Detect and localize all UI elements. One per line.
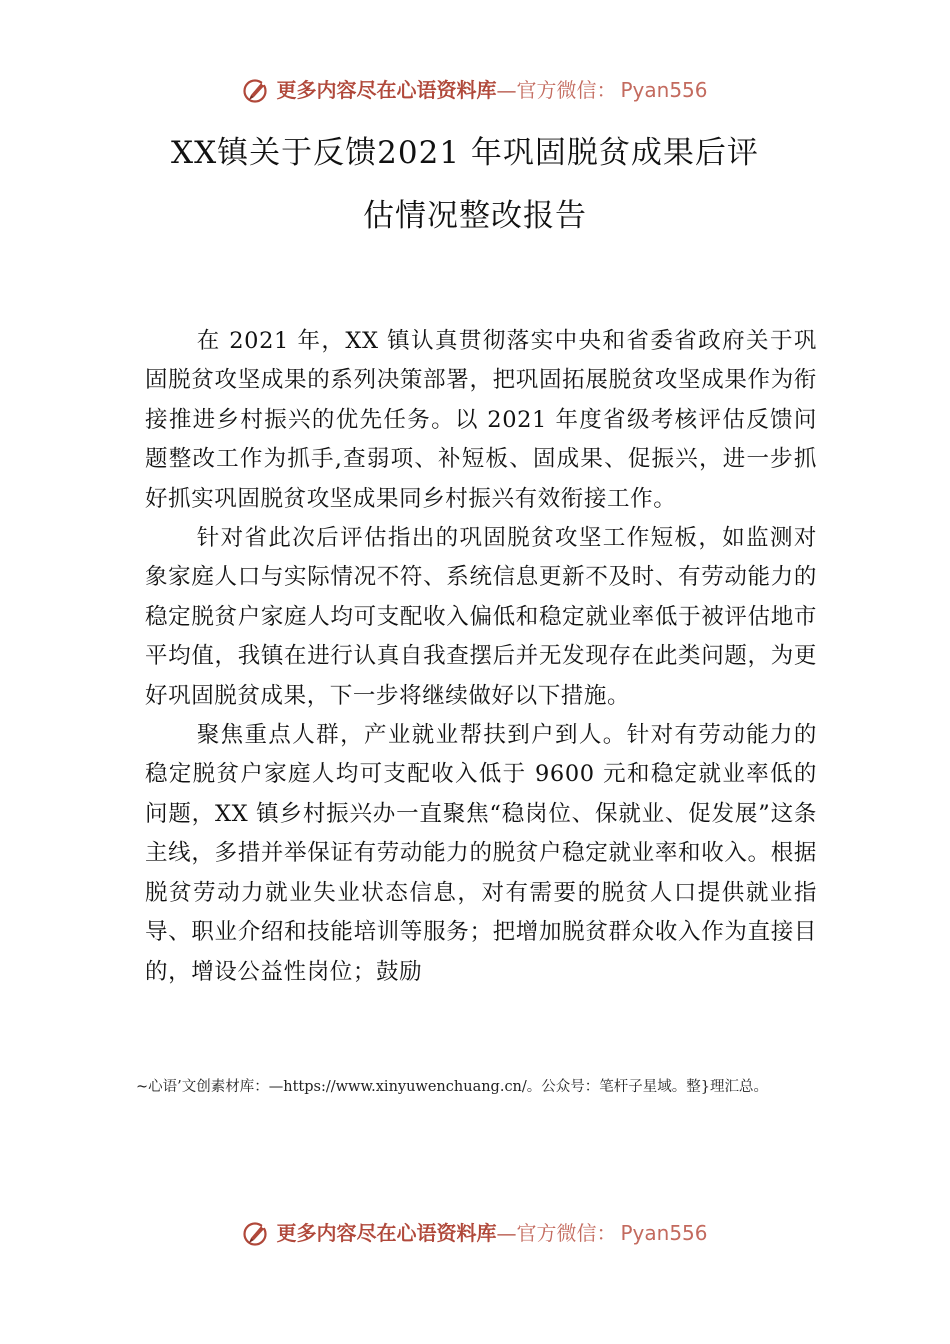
- banner-main-text: 更多内容尽在心语资料库: [276, 78, 497, 102]
- body-paragraph-2: 针对省此次后评估指出的巩固脱贫攻坚工作短板，如监测对象家庭人口与实际情况不符、系统信息更新不及时、有劳动能力的稳定脱贫户家庭人均可支配收入偏低和稳定就业率低于被评估地市平均值，我镇在进行认真自我查摆后并无发现存在此类问题，为更好巩固脱贫成果，下一步将继续做好以下措施。: [145, 525, 817, 709]
- body-paragraph-3: 聚焦重点人群，产业就业帮扶到户到人。针对有劳动能力的稳定脱贫户家庭人均可支配收入低于 9600 元和稳定就业率低的问题，XX 镇乡村振兴办一直聚焦“稳岗位、保就业、促发展”这条主线，多措并举保证有劳动能力的脱贫户稳定就业率和收入。根据脱贫劳动力就业失业状态信息，对有需要的脱贫人口提供就业指导、职业介绍和技能培训等服务；把增加脱贫群众收入作为直接目的，增设公益性岗位；鼓励: [145, 722, 817, 985]
- document-title-line-2: 估情况整改报告: [363, 198, 587, 234]
- banner-wechat-id: Pyan556: [620, 78, 708, 102]
- banner-wechat-label: 官方微信：: [516, 1221, 617, 1245]
- body-paragraph-1: 在 2021 年，XX 镇认真贯彻落实中央和省委省政府关于巩固脱贫攻坚成果的系列决策部署，把巩固拓展脱贫攻坚成果作为衔接推进乡村振兴的优先任务。以 2021 年度省级考核评估反馈问题整改工作为抓手,查弱项、补短板、固成果、促振兴，进一步抓好抓实巩固脱贫攻坚成果同乡村振兴有效衔接工作。: [145, 328, 817, 512]
- banner-separator: —: [496, 78, 517, 102]
- pen-nib-logo-icon: [242, 1219, 270, 1247]
- header-banner: [0, 76, 950, 104]
- source-footnote: ~心语’文创素材库：—https://www.xinyuwenchuang.cn/。公众号：笔杆子星域。整}理汇总。: [136, 1079, 769, 1095]
- banner-wechat-id: Pyan556: [620, 1221, 708, 1245]
- banner-wechat-label: 官方微信：: [516, 78, 617, 102]
- banner-main-text: 更多内容尽在心语资料库: [276, 1221, 497, 1245]
- banner-separator: —: [496, 1221, 517, 1245]
- footer-banner: [0, 1219, 950, 1247]
- pen-nib-logo-icon: [242, 76, 270, 104]
- document-body: [145, 322, 817, 992]
- document-title-line-1: XX镇关于反馈2021 年巩固脱贫成果后评: [171, 135, 759, 171]
